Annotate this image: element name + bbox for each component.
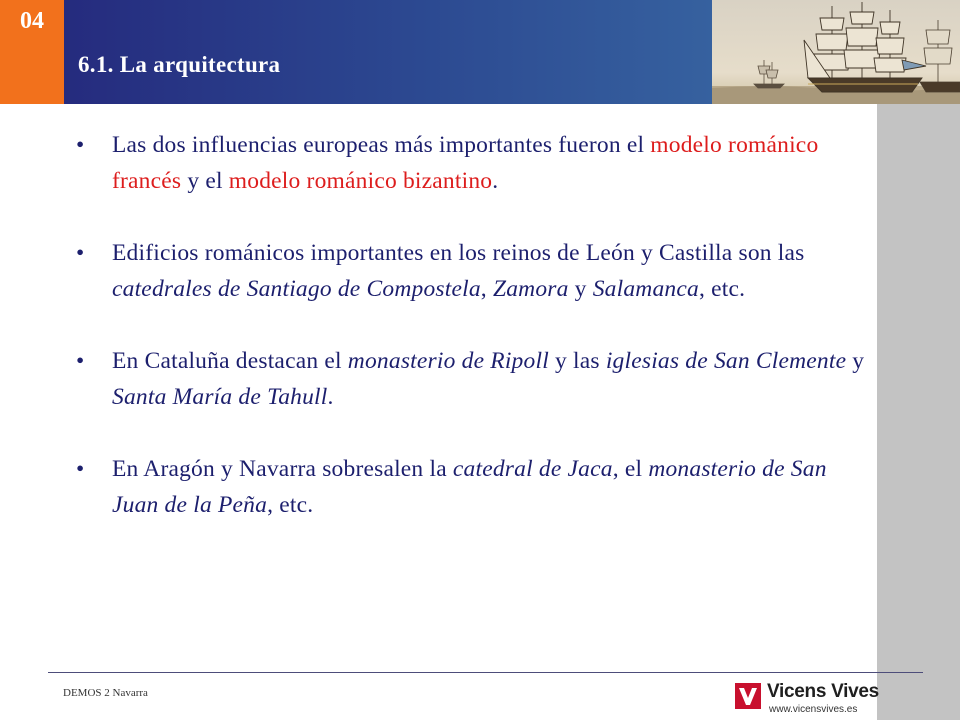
right-side-bar [877,104,960,720]
footer-divider [48,672,923,673]
bullet-text: . [327,384,334,410]
bullet-text: , etc. [698,276,746,302]
bullet-text: , [480,276,493,302]
bullet-aragon-navarra [70,451,870,523]
italic-term: Zamora [492,276,569,302]
bullet-text: En Aragón y Navarra sobresalen la [112,456,453,482]
slide-number: 04 [20,8,44,34]
italic-term: Salamanca [592,276,699,302]
bullet-leon-castilla [70,235,870,307]
header-band [64,0,712,104]
italic-term: monasterio de San Juan de la Peña [112,456,827,518]
bullet-text: y [846,348,865,374]
section-title: 6.1. La arquitectura [78,52,281,77]
bullet-text: En Cataluña destacan el [112,348,348,374]
bullet-mark: • [76,240,85,266]
italic-term: monasterio de Ripoll [347,348,549,374]
bullet-text: , etc. [267,492,314,518]
bullet-text: . [492,168,499,194]
bullet-mark: • [76,348,85,374]
highlight-term: modelo románico francés [112,132,819,194]
italic-term: iglesias de San Clemente [605,348,847,374]
bullet-text: , el [612,456,649,482]
bullet-influences [70,127,870,199]
italic-term: catedral de Jaca [452,456,613,482]
sailing-ships-illustration [712,0,960,104]
logo-url: www.vicensvives.es [769,704,858,715]
logo-name: Vicens Vives [767,681,879,702]
bullet-cataluna [70,343,870,415]
bullet-list [70,127,870,523]
bullet-text: Las dos influencias europeas más importantes fueron el [112,132,651,158]
publisher-logo [735,681,879,717]
bullet-mark: • [76,132,85,158]
italic-term: catedrales de Santiago de Compostela [112,276,481,302]
highlight-term: modelo románico bizantino [228,168,493,194]
bullet-text: y [568,276,593,302]
bullet-text: y el [181,168,229,194]
bullet-text: y las [548,348,606,374]
vicens-vives-logo-icon [735,683,761,709]
bullet-text: Edificios románicos importantes en los reinos de León y Castilla son las [112,240,805,266]
slide-number-box [0,0,64,104]
footer-course-label: DEMOS 2 Navarra [63,687,148,699]
italic-term: Santa María de Tahull [112,384,328,410]
slide-content [70,127,870,559]
bullet-mark: • [76,456,85,482]
